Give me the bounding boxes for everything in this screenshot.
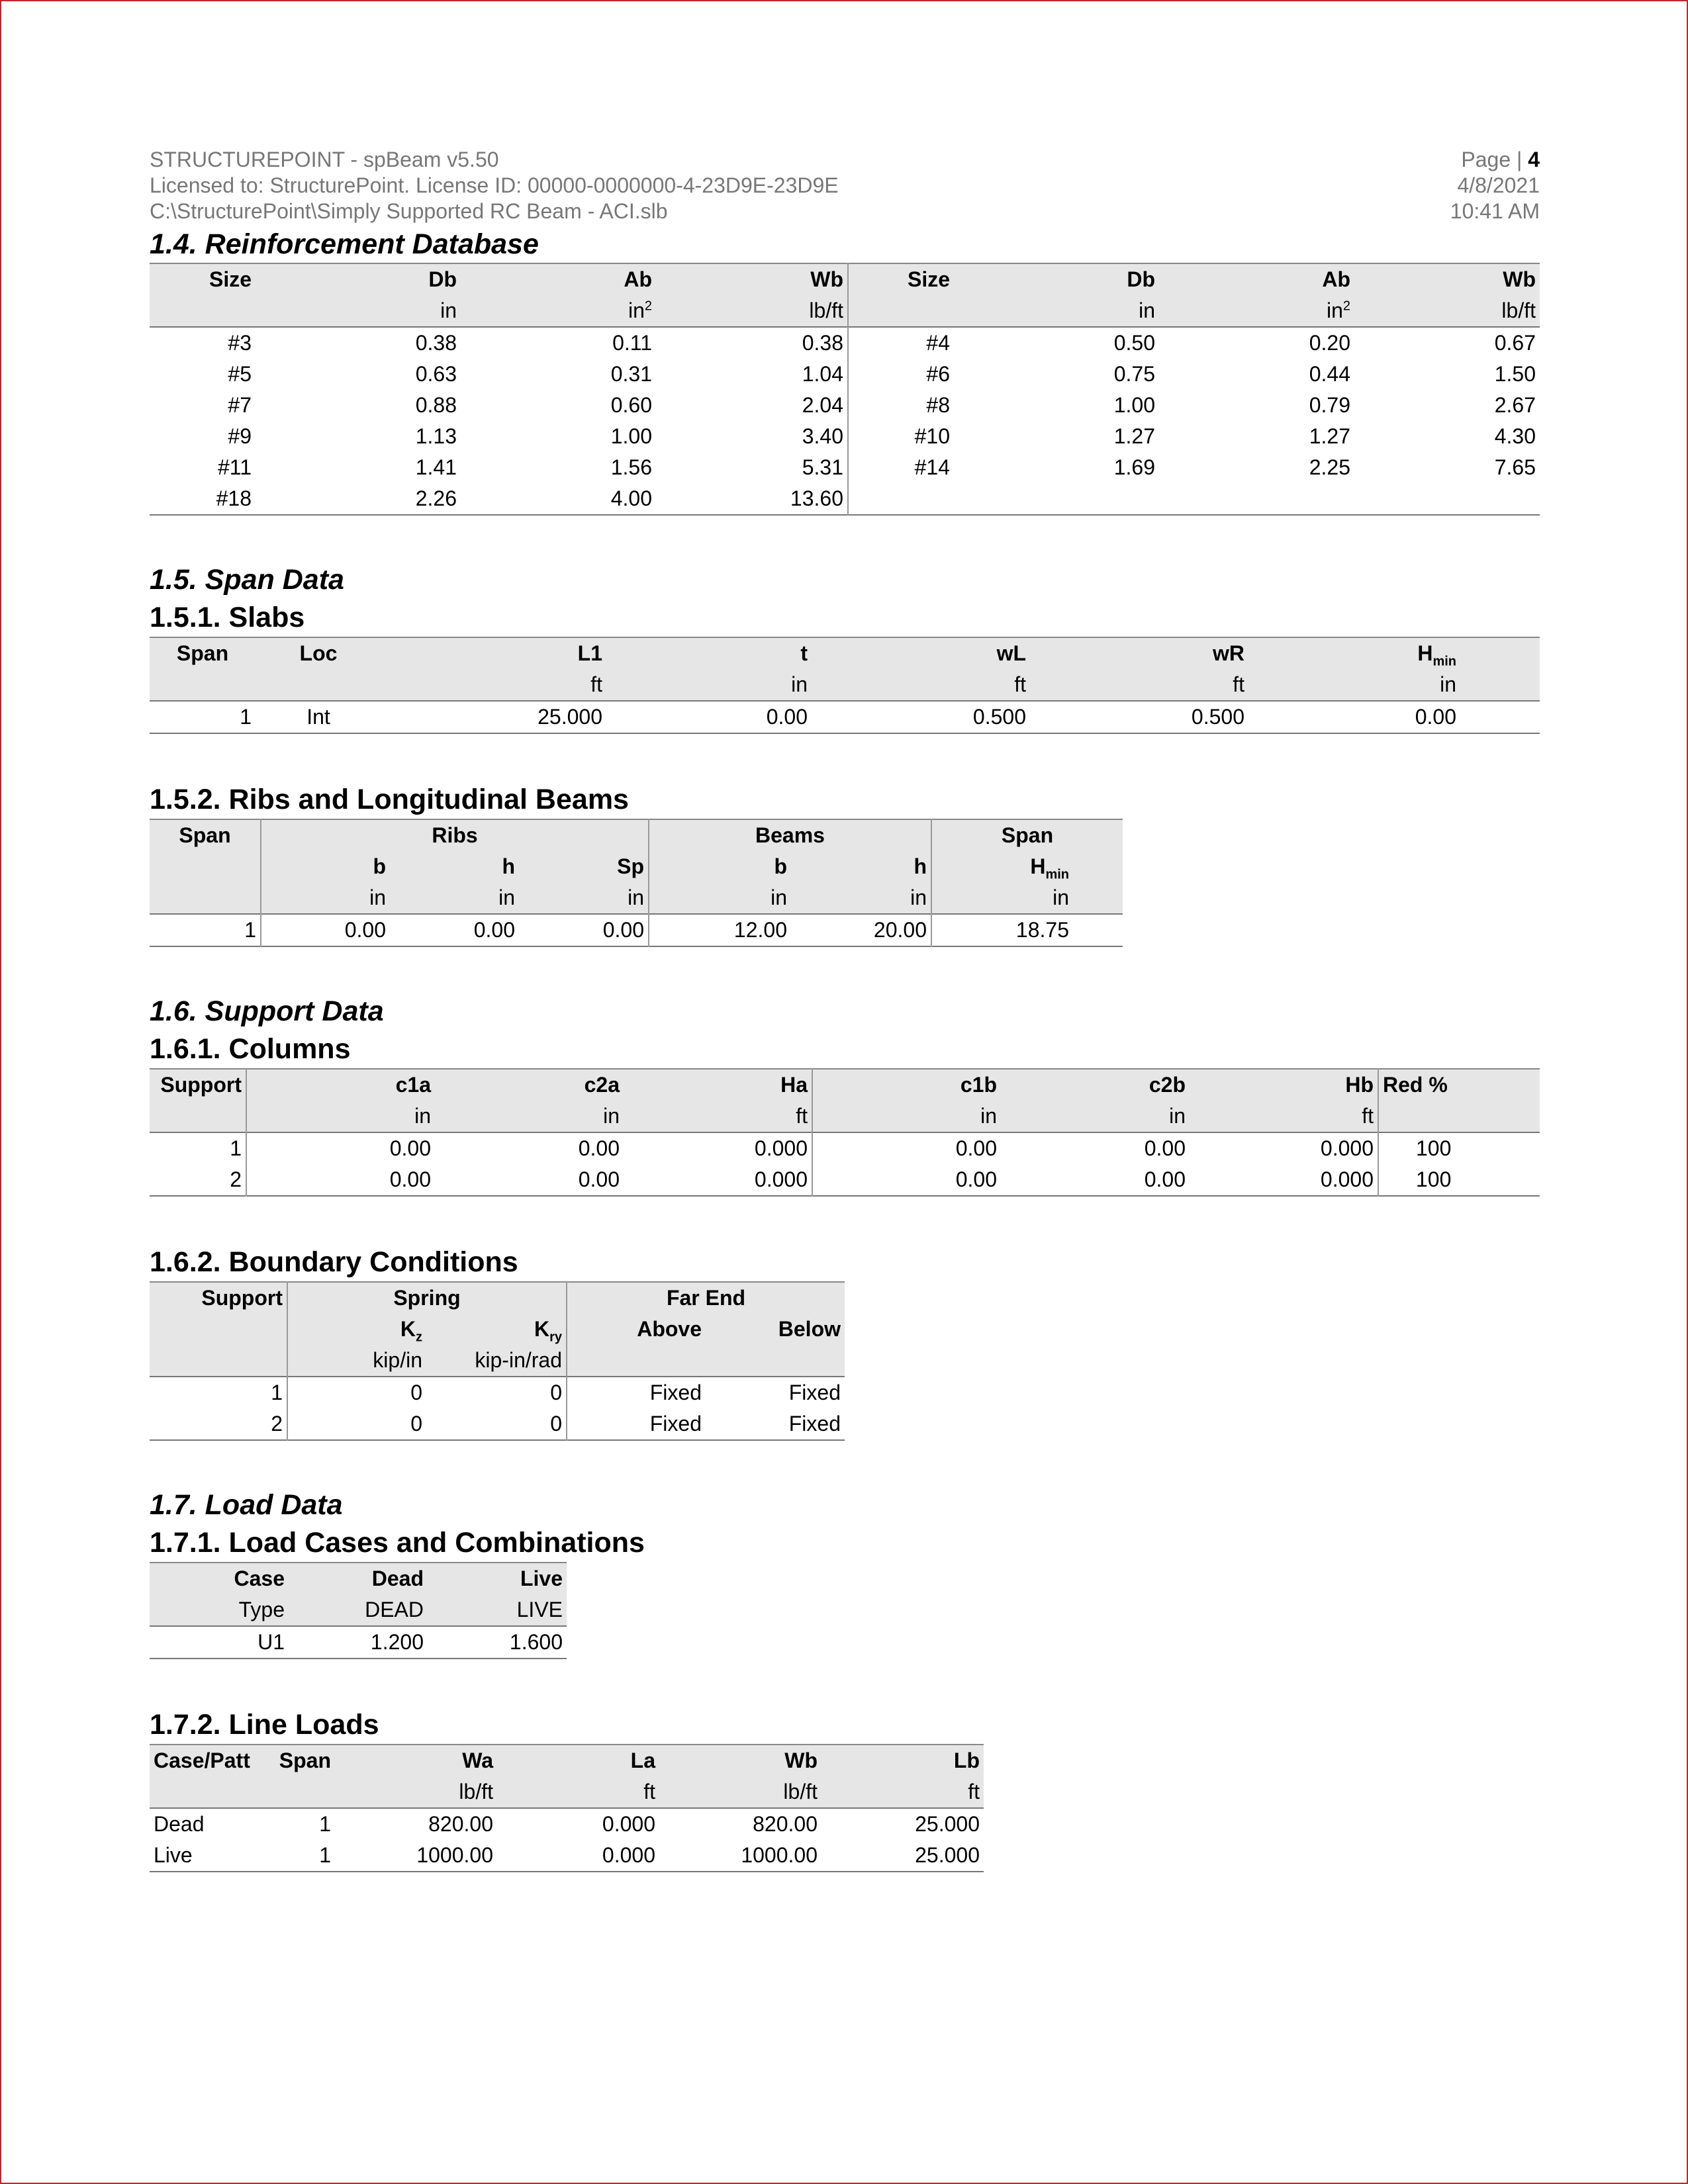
col-kry (426, 1314, 567, 1345)
table-cell: 0.44 (1309, 362, 1350, 386)
table-cell: #8 (848, 390, 954, 421)
col-dead: Dead (371, 1567, 424, 1590)
table-cell: 25.000 (915, 1812, 980, 1836)
table-cell: 0.67 (1494, 331, 1536, 355)
col-case: Case (234, 1567, 285, 1590)
table-cell: Dead (154, 1812, 205, 1836)
section-title-support-data: 1.6. Support Data (150, 995, 384, 1027)
table-cell: 0.000 (602, 1812, 655, 1836)
load-cases-table (150, 1562, 567, 1659)
col-hmin (1248, 637, 1460, 669)
table-cell: 0.11 (612, 331, 652, 355)
col-live: Live (520, 1567, 563, 1590)
empty-cell (1073, 851, 1123, 882)
table-cell: #11 (217, 455, 252, 479)
unit-text: in (628, 298, 645, 322)
table-cell: 1 (319, 1812, 331, 1836)
col-size: Size (848, 263, 954, 295)
unit-cell: lb/ft (783, 1780, 818, 1803)
subsection-title-line-loads: 1.7.2. Line Loads (150, 1709, 379, 1741)
table-cell: Fixed (788, 1412, 841, 1435)
table-cell: Fixed (567, 1408, 706, 1440)
table-cell: 1000.00 (416, 1843, 493, 1867)
table-cell: 2 (230, 1167, 242, 1191)
table-cell: 4.00 (610, 486, 652, 510)
unit-cell: ft (968, 1780, 980, 1803)
table-cell: 0.38 (415, 331, 457, 355)
unit-cell (150, 1101, 246, 1132)
empty-cell (150, 851, 261, 882)
unit-cell: ft (1233, 672, 1244, 696)
table-cell: 0.00 (1415, 705, 1456, 729)
table-cell: 1.00 (610, 424, 652, 448)
header-subscript: ry (549, 1330, 562, 1345)
page-header (150, 147, 1540, 226)
unit-cell: in (1139, 298, 1155, 322)
page-label: Page | (1461, 148, 1528, 171)
col-case-patt: Case/Patt (154, 1749, 250, 1772)
table-row (150, 1377, 845, 1408)
unit-cell (848, 295, 954, 327)
table-cell: 1.27 (1113, 424, 1155, 448)
table-row (150, 1840, 984, 1872)
table-row (150, 914, 1123, 946)
unit-cell: in (628, 886, 644, 909)
unit-cell: ft (796, 1104, 808, 1128)
col-wb: Wb (810, 267, 843, 291)
col-red: Red % (1378, 1069, 1540, 1101)
unit-cell: lb/ft (1501, 298, 1536, 322)
unit-cell: in (649, 882, 791, 914)
document-page (150, 147, 1540, 1872)
col-c2b: c2b (1149, 1073, 1186, 1097)
unit-cell: in (791, 672, 808, 696)
unit-cell: in (261, 882, 390, 914)
table-cell: 0.00 (812, 1164, 1001, 1196)
unit-cell: in (440, 298, 457, 322)
table-cell: 1.200 (370, 1630, 424, 1654)
table-row (150, 359, 1540, 390)
group-spring: Spring (287, 1282, 567, 1314)
table-cell (1354, 483, 1540, 515)
table-cell: Live (154, 1843, 193, 1867)
line-loads-table (150, 1744, 984, 1872)
table-cell: 1000.00 (741, 1843, 818, 1867)
col-db: Db (1127, 267, 1155, 291)
page-number (1450, 147, 1540, 173)
col-db: Db (428, 267, 457, 291)
table-cell: 0.00 (246, 1164, 435, 1196)
table-row (150, 452, 1540, 483)
unit-cell (706, 1345, 845, 1377)
empty-cell (150, 1314, 287, 1345)
group-beams: Beams (649, 819, 931, 851)
table-cell: 2.04 (802, 393, 843, 417)
report-time: 10:41 AM (1450, 199, 1540, 223)
table-cell: 13.60 (790, 486, 843, 510)
section-title-reinforcement: 1.4. Reinforcement Database (150, 228, 539, 260)
section-title-span-data: 1.5. Span Data (150, 564, 344, 596)
col-span: Span (179, 823, 231, 847)
unit-cell (1159, 295, 1354, 327)
table-cell: #5 (228, 362, 252, 386)
header-text: H (1030, 854, 1046, 878)
col-below: Below (778, 1317, 841, 1341)
spacer (150, 1659, 1540, 1706)
table-cell: 0.000 (1320, 1136, 1374, 1160)
col-lb: Lb (953, 1749, 980, 1772)
table-cell: 18.75 (931, 914, 1073, 946)
subsection-title-slabs: 1.5.1. Slabs (150, 602, 305, 633)
table-cell: 100 (1378, 1132, 1540, 1164)
col-beam-b: b (649, 851, 791, 882)
table-row (150, 1808, 984, 1840)
col-rib-h: h (502, 854, 515, 878)
unit-superscript: 2 (1342, 298, 1350, 314)
table-cell: #9 (228, 424, 252, 448)
table-cell: 0.75 (1113, 362, 1155, 386)
col-beam-h: h (914, 854, 927, 878)
col-span-hmin (931, 851, 1073, 882)
table-cell: 1.13 (415, 424, 457, 448)
unit-cell: in (1169, 1104, 1186, 1128)
group-ribs: Ribs (261, 819, 649, 851)
section-title-load-data: 1.7. Load Data (150, 1489, 343, 1521)
table-cell: 0.00 (246, 1132, 435, 1164)
table-cell: #3 (228, 331, 252, 355)
col-size: Size (209, 267, 252, 291)
table-cell: 0.38 (802, 331, 843, 355)
table-row (150, 1132, 1540, 1164)
table-cell: 25.000 (915, 1843, 980, 1867)
col-ab: Ab (624, 267, 652, 291)
unit-cell (1378, 1101, 1540, 1132)
col-la: La (630, 1749, 655, 1772)
table-cell: 0 (550, 1381, 562, 1404)
col-wr: wR (1213, 641, 1244, 665)
report-date: 4/8/2021 (1457, 173, 1540, 197)
table-cell: 0.31 (610, 362, 652, 386)
table-cell: 0.00 (261, 914, 390, 946)
table-cell (954, 483, 1159, 515)
slabs-table (150, 637, 1540, 734)
unit-cell: in (603, 1104, 620, 1128)
table-cell: 1 (244, 918, 256, 942)
table-cell: #4 (848, 327, 954, 359)
table-cell: Int (306, 705, 330, 729)
spacer (150, 734, 1540, 780)
table-cell: 0 (287, 1377, 426, 1408)
table-cell: 0.000 (1320, 1167, 1374, 1191)
subsection-title-boundary: 1.6.2. Boundary Conditions (150, 1246, 518, 1278)
table-cell: #18 (216, 486, 252, 510)
unit-cell: in (931, 882, 1073, 914)
table-cell: #10 (848, 421, 954, 452)
reinforcement-table (150, 263, 1540, 516)
table-cell: Fixed (567, 1377, 706, 1408)
unit-superscript: 2 (644, 298, 652, 314)
unit-cell: lb/ft (809, 298, 843, 322)
unit-cell: in (910, 886, 927, 909)
unit-cell: ft (1014, 672, 1026, 696)
table-row (150, 1626, 567, 1659)
table-cell: 7.65 (1494, 455, 1536, 479)
table-cell: 1 (230, 1136, 242, 1160)
header-subscript: min (1432, 654, 1456, 669)
header-right (1450, 147, 1540, 224)
table-cell: 1.04 (802, 362, 843, 386)
col-loc: Loc (299, 641, 338, 665)
file-path: C:\StructurePoint\Simply Supported RC Beam - ACI.slb (150, 199, 668, 223)
table-cell: 0.00 (766, 705, 808, 729)
unit-text: in (1326, 298, 1343, 322)
col-hb: Hb (1345, 1073, 1374, 1097)
table-row (150, 1408, 845, 1440)
table-cell: Fixed (788, 1381, 841, 1404)
unit-cell (150, 882, 261, 914)
col-rib-sp: Sp (617, 854, 644, 878)
header-text: K (534, 1317, 550, 1341)
table-cell: 0.63 (415, 362, 457, 386)
table-cell: 1.41 (415, 455, 457, 479)
table-row (150, 327, 1540, 359)
unit-cell (150, 1345, 287, 1377)
table-cell: 1.69 (1113, 455, 1155, 479)
unit-cell: in (246, 1101, 435, 1132)
boundary-table (150, 1281, 845, 1441)
type-live: LIVE (516, 1598, 563, 1621)
page-number-value: 4 (1528, 148, 1540, 171)
unit-cell: in (1440, 672, 1456, 696)
table-cell: 0.500 (1191, 705, 1244, 729)
table-cell: 820.00 (428, 1812, 493, 1836)
spacer (150, 516, 1540, 562)
table-cell: 100 (1378, 1164, 1540, 1196)
subsection-title-load-cases: 1.7.1. Load Cases and Combinations (150, 1527, 645, 1559)
table-cell: 0.000 (754, 1136, 808, 1160)
unit-cell: lb/ft (459, 1780, 493, 1803)
table-cell: 1 (240, 705, 252, 729)
table-cell: 1.600 (509, 1630, 563, 1654)
table-cell: 0.00 (578, 1136, 620, 1160)
table-cell: 1.50 (1494, 362, 1536, 386)
unit-cell (150, 1776, 269, 1808)
table-cell: 1.00 (1113, 393, 1155, 417)
unit-cell: ft (643, 1780, 655, 1803)
table-cell: 2.67 (1494, 393, 1536, 417)
table-cell: 820.00 (753, 1812, 818, 1836)
table-cell: 1 (271, 1381, 283, 1404)
table-cell: 3.40 (802, 424, 843, 448)
table-cell: 0.79 (1309, 393, 1350, 417)
empty-cell (1460, 637, 1540, 669)
table-cell: 2.25 (1309, 455, 1350, 479)
table-cell: #14 (848, 452, 954, 483)
table-cell (848, 483, 954, 515)
col-c2a: c2a (584, 1073, 620, 1097)
table-row (150, 421, 1540, 452)
unit-cell (1073, 882, 1123, 914)
table-cell (1159, 483, 1354, 515)
col-wa: Wa (462, 1749, 493, 1772)
header-subscript: z (416, 1330, 422, 1345)
unit-cell (269, 1776, 335, 1808)
table-cell: 0.00 (602, 918, 644, 942)
table-row (150, 701, 1540, 733)
table-cell: 0.60 (610, 393, 652, 417)
col-wb: Wb (784, 1749, 818, 1772)
col-c1b: c1b (812, 1069, 1001, 1101)
table-cell: 0.00 (1144, 1167, 1186, 1191)
col-above: Above (567, 1314, 706, 1345)
table-cell: 0.000 (754, 1167, 808, 1191)
header-left (150, 147, 839, 224)
table-row (150, 483, 1540, 515)
col-support: Support (160, 1073, 242, 1097)
subsection-title-columns: 1.6.1. Columns (150, 1033, 351, 1065)
table-cell: 0.00 (812, 1132, 1001, 1164)
unit-cell: kip/in (287, 1345, 426, 1377)
table-cell: 1 (319, 1843, 331, 1867)
table-cell (1073, 914, 1123, 946)
table-cell: 2.26 (415, 486, 457, 510)
unit-cell (150, 295, 256, 327)
table-cell: 5.31 (802, 455, 843, 479)
unit-cell: kip-in/rad (475, 1348, 562, 1372)
spacer (150, 1441, 1540, 1487)
unit-cell (1460, 669, 1540, 701)
table-cell: 0.500 (972, 705, 1026, 729)
table-cell: 12.00 (649, 914, 791, 946)
header-text: K (400, 1317, 416, 1341)
unit-cell: ft (590, 672, 602, 696)
unit-cell (150, 669, 256, 701)
group-far-end: Far End (567, 1282, 845, 1314)
col-t: t (800, 641, 808, 665)
col-ab: Ab (1322, 267, 1350, 291)
col-wl: wL (996, 641, 1026, 665)
unit-cell (256, 669, 381, 701)
table-cell: 0 (287, 1408, 426, 1440)
table-row (150, 1164, 1540, 1196)
spacer (150, 1197, 1540, 1243)
table-cell: 1.27 (1309, 424, 1350, 448)
table-cell: 0.00 (473, 918, 515, 942)
unit-cell: in (812, 1101, 1001, 1132)
col-l1: L1 (577, 641, 602, 665)
col-rib-b: b (261, 851, 390, 882)
table-cell: 0.00 (578, 1167, 620, 1191)
table-cell: U1 (258, 1630, 285, 1654)
type-label: Type (238, 1598, 285, 1621)
subsection-title-ribs-beams: 1.5.2. Ribs and Longitudinal Beams (150, 784, 629, 815)
table-cell: 0.20 (1309, 331, 1350, 355)
license-info: Licensed to: StructurePoint. License ID: 00000-0000000-4-23D9E-23D9E (150, 173, 839, 197)
table-cell: 0.88 (415, 393, 457, 417)
col-c1a: c1a (246, 1069, 435, 1101)
ribs-beams-table (150, 819, 1123, 947)
table-cell: 0 (550, 1412, 562, 1435)
spacer (150, 947, 1540, 993)
table-cell (1460, 701, 1540, 733)
col-span: Span (279, 1749, 331, 1772)
table-cell: 4.30 (1494, 424, 1536, 448)
type-dead: DEAD (365, 1598, 424, 1621)
table-cell: 20.00 (873, 918, 927, 942)
program-name: STRUCTUREPOINT - spBeam v5.50 (150, 148, 499, 171)
col-support: Support (201, 1286, 283, 1310)
unit-cell (567, 1345, 706, 1377)
table-cell: 2 (271, 1412, 283, 1435)
header-text: H (1417, 641, 1433, 665)
table-cell: #6 (848, 359, 954, 390)
table-cell: 1.56 (610, 455, 652, 479)
header-subscript: min (1045, 867, 1069, 882)
columns-table (150, 1068, 1540, 1197)
col-wb: Wb (1503, 267, 1536, 291)
col-kz (287, 1314, 426, 1345)
table-cell: 0.50 (1113, 331, 1155, 355)
unit-cell: in (498, 886, 515, 909)
table-cell: #7 (228, 393, 252, 417)
unit-cell: ft (1362, 1104, 1374, 1128)
table-cell: 25.000 (538, 705, 602, 729)
unit-cell (461, 295, 656, 327)
col-ha: Ha (780, 1073, 808, 1097)
group-span: Span (931, 819, 1123, 851)
table-cell: 0.000 (602, 1843, 655, 1867)
table-row (150, 390, 1540, 421)
table-cell: 0.00 (1144, 1136, 1186, 1160)
col-span: Span (176, 641, 229, 665)
